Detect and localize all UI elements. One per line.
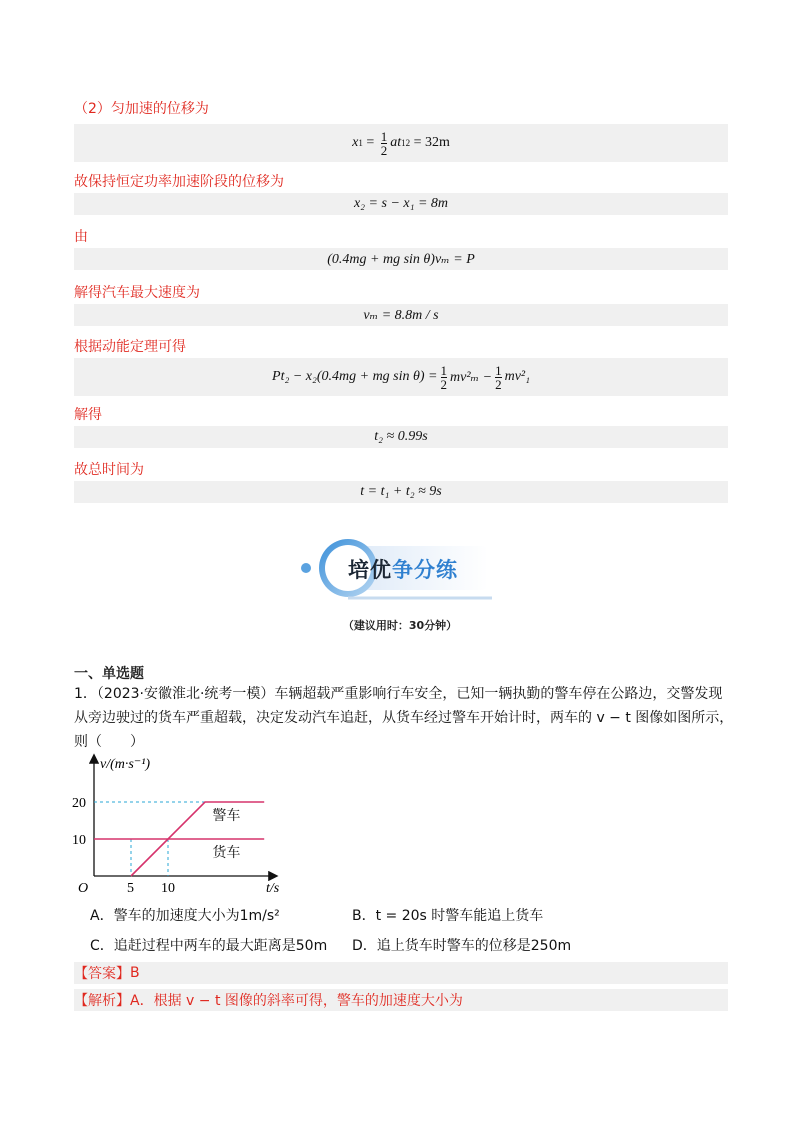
- label-max-speed: 解得汽车最大速度为: [74, 285, 200, 301]
- series-label-truck: 货车: [212, 845, 241, 861]
- option-b[interactable]: B．t = 20s 时警车能追上货车: [352, 908, 544, 924]
- time-note: （建议用时：30分钟）: [342, 619, 458, 632]
- equation-1: x 1 = $\frac{1}{2}$ at 1 2 = 32m: [74, 124, 728, 162]
- step2-label: （2）匀加速的位移为: [74, 101, 209, 117]
- origin-label: O: [78, 881, 89, 892]
- label-total-time: 故总时间为: [74, 462, 144, 478]
- series-label-police-car: 警车: [212, 808, 241, 824]
- label-const-power: 故保持恒定功率加速阶段的位移为: [74, 174, 284, 190]
- option-a[interactable]: A．警车的加速度大小为1m/s²: [90, 908, 280, 924]
- equation-5: Pt₂ − x₂(0.4mg + mg sin θ) = $\frac{1}{2}$ mv²ₘ − $\frac{1}{2}$ mv²₁: [74, 358, 728, 396]
- question-line-2: 从旁边驶过的货车严重超载，决定发动汽车追赶，从货车经过警车开始计时，两车的 v − t 图像如图所示，: [74, 710, 734, 726]
- label-solve: 解得: [74, 407, 102, 423]
- analysis-band: [74, 989, 728, 1011]
- equation-3: (0.4mg + mg sin θ)vₘ = P: [74, 248, 728, 270]
- equation-6: t₂ ≈ 0.99s: [74, 426, 728, 448]
- answer-value: B: [130, 965, 140, 981]
- vt-chart: [70, 752, 300, 892]
- analysis-text: A．根据 v − t 图像的斜率可得，警车的加速度大小为: [130, 993, 463, 1009]
- banner-title-blue: 争分练: [392, 558, 458, 582]
- equation-2: x₂ = s − x₁ = 8m: [74, 193, 728, 215]
- section-heading: 一、单选题: [74, 666, 144, 682]
- x-tick-10: 10: [161, 881, 175, 892]
- section-banner: [296, 532, 496, 604]
- analysis-tag: 【解析】: [74, 993, 130, 1009]
- question-line-3: 则（ ）: [74, 734, 144, 750]
- answer-tag: 【答案】: [74, 966, 130, 982]
- answer-band: [74, 962, 728, 984]
- x-tick-5: 5: [127, 881, 134, 892]
- y-tick-20: 20: [72, 796, 86, 811]
- y-tick-10: 10: [72, 833, 86, 848]
- equation-4: vₘ = 8.8m / s: [74, 304, 728, 326]
- x-axis-label: t/s: [266, 881, 280, 892]
- question-line-1: 1．（2023·安徽淮北·统考一模）车辆超载严重影响行车安全，已知一辆执勤的警车停在公路边，交警发现: [74, 686, 723, 702]
- label-energy-theorem: 根据动能定理可得: [74, 339, 186, 355]
- option-d[interactable]: D．追上货车时警车的位移是250m: [352, 938, 572, 954]
- option-c[interactable]: C．追赶过程中两车的最大距离是50m: [90, 938, 328, 954]
- label-from: 由: [74, 229, 88, 245]
- equation-7: t = t₁ + t₂ ≈ 9s: [74, 481, 728, 503]
- y-axis-label: v/(m·s⁻¹): [100, 757, 151, 772]
- banner-title-dark: 培优: [348, 558, 392, 582]
